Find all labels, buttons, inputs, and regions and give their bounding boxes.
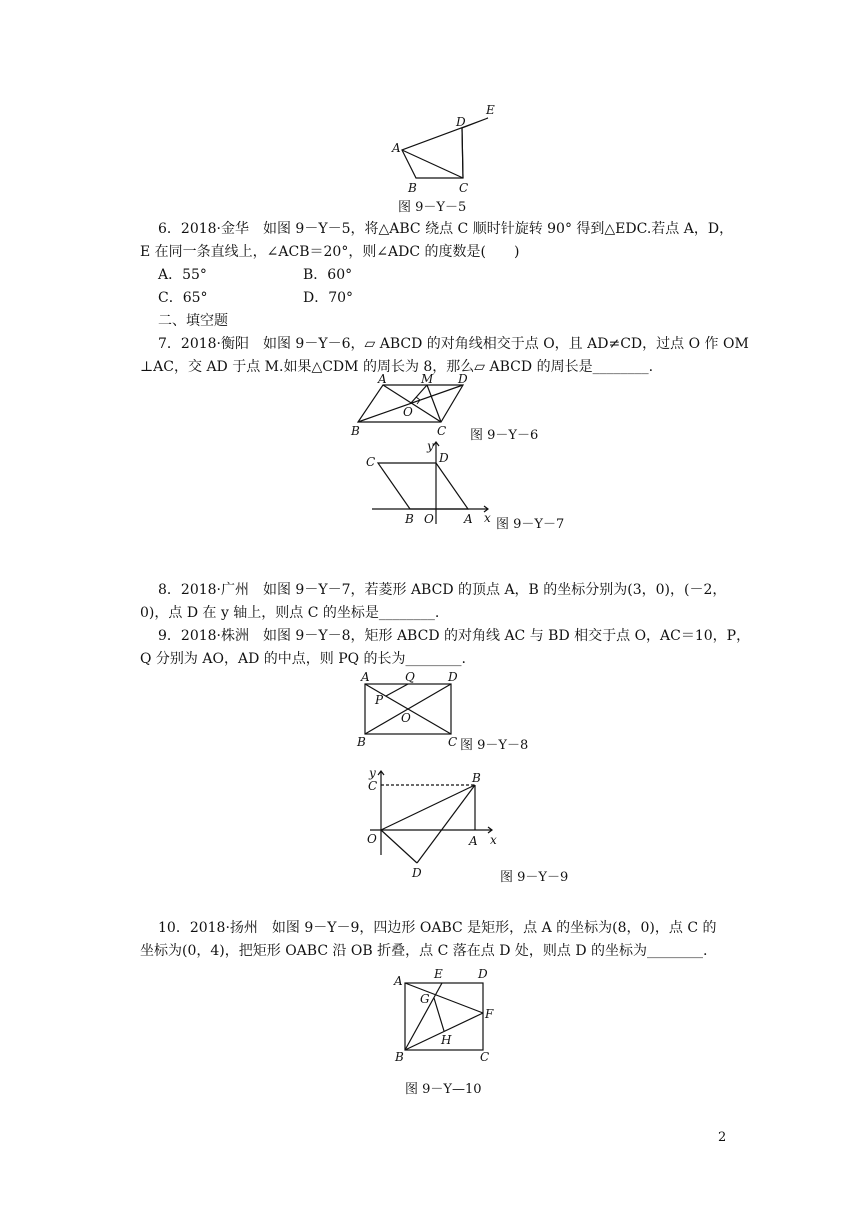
fig9-label-x: x (490, 833, 497, 847)
q9-line1: 9．2018·株洲 如图 9－Y－8，矩形 ABCD 的对角线 AC 与 BD 相交于点 O，AC＝10，P， (158, 628, 751, 644)
q6-option-a: A．55° (158, 267, 207, 283)
fig8-line-PQ (386, 684, 408, 696)
fig5-shape (402, 118, 488, 178)
figure-9-y-8-caption: 图 9－Y－8 (460, 738, 529, 753)
fig6-label-A: A (378, 372, 387, 386)
figure-9-y-6 (345, 372, 470, 437)
fig10-label-F: F (485, 1007, 494, 1021)
section-heading-fill-in: 二、填空题 (158, 313, 228, 329)
fig9-label-D: D (412, 866, 422, 880)
q7-line2: ⊥AC，交 AD 于点 M.如果△CDM 的周长为 8，那么▱ ABCD 的周长是________. (140, 359, 654, 375)
q6-option-b: B．60° (303, 267, 353, 283)
fig9-label-A: A (469, 834, 478, 848)
fig6-label-C: C (437, 424, 447, 438)
page-number: 2 (718, 1130, 727, 1145)
figure-9-y-9-caption: 图 9－Y－9 (500, 870, 569, 885)
fig8-label-P: P (375, 693, 384, 707)
q10-line1: 10．2018·扬州 如图 9－Y－9，四边形 OABC 是矩形，点 A 的坐标为(8，0)，点 C 的 (158, 920, 717, 936)
fig7-label-D: D (439, 451, 449, 465)
q7-line1: 7．2018·衡阳 如图 9－Y－6，▱ ABCD 的对角线相交于点 O，且 AD≠CD，过点 O 作 OM (158, 336, 749, 352)
fig7-label-y: y (427, 439, 434, 453)
fig9-label-B: B (472, 771, 481, 785)
figure-9-y-6-caption: 图 9－Y－6 (470, 428, 539, 443)
fig10-label-E: E (434, 967, 443, 981)
fig10-line-GH (434, 998, 444, 1031)
fig8-label-B: B (357, 735, 366, 749)
fig5-label-B: B (408, 181, 417, 195)
fig10-label-A: A (394, 974, 403, 988)
fig6-line-MC (427, 385, 441, 422)
fig6-label-B: B (351, 424, 360, 438)
fig10-label-D: D (478, 967, 488, 981)
figure-9-y-8 (355, 670, 465, 750)
fig8-label-D: D (448, 670, 458, 684)
q9-line2: Q 分别为 AO，AD 的中点，则 PQ 的长为________. (140, 651, 466, 667)
fig6-label-M: M (421, 372, 434, 386)
fig10-label-G: G (420, 992, 430, 1006)
fig9-line-OD (381, 830, 417, 863)
fig7-label-x: x (484, 511, 491, 525)
q6-option-c: C．65° (158, 290, 208, 306)
fig10-label-H: H (441, 1033, 452, 1047)
q8-line2: 0)，点 D 在 y 轴上，则点 C 的坐标是________. (140, 605, 440, 621)
figure-9-y-5 (390, 100, 510, 195)
fig9-label-C: C (368, 779, 378, 793)
fig8-label-O: O (401, 711, 411, 725)
fig5-label-A: A (392, 141, 401, 155)
figure-9-y-10 (390, 965, 500, 1065)
fig5-label-D: D (456, 115, 466, 129)
fig8-label-C: C (448, 735, 458, 749)
fig10-line-AF (405, 983, 483, 1013)
fig9-label-O: O (367, 832, 377, 846)
fig7-label-O: O (424, 512, 434, 526)
fig6-label-D: D (458, 372, 468, 386)
figure-9-y-5-caption: 图 9－Y－5 (398, 200, 467, 215)
fig7-label-B: B (405, 512, 414, 526)
figure-9-y-7 (360, 436, 500, 531)
fig5-label-C: C (459, 181, 469, 195)
fig7-label-C: C (366, 455, 376, 469)
fig7-rhombus (378, 463, 468, 509)
fig5-line-AC (402, 150, 463, 178)
q6-option-d: D．70° (303, 290, 354, 306)
q6-line1: 6．2018·金华 如图 9－Y－5，将△ABC 绕点 C 顺时针旋转 90° 得到△EDC.若点 A，D， (158, 221, 734, 237)
fig9-line-OB (381, 785, 475, 830)
figure-9-y-10-caption: 图 9－Y—10 (405, 1082, 482, 1097)
fig8-label-Q: Q (405, 670, 415, 684)
fig7-label-A: A (464, 512, 473, 526)
fig8-label-A: A (361, 670, 370, 684)
fig10-label-C: C (480, 1050, 490, 1064)
q6-line2: E 在同一条直线上，∠ACB＝20°，则∠ADC 的度数是( ) (140, 244, 520, 260)
fig5-label-E: E (486, 103, 495, 117)
q8-line1: 8．2018·广州 如图 9－Y－7，若菱形 ABCD 的顶点 A，B 的坐标分别为(3，0)，(－2， (158, 582, 727, 598)
fig6-label-O: O (403, 405, 413, 419)
q10-line2: 坐标为(0，4)，把矩形 OABC 沿 OB 折叠，点 C 落在点 D 处，则点 D 的坐标为________. (140, 943, 708, 959)
fig5-line-DC (462, 128, 463, 178)
figure-9-y-7-caption: 图 9－Y－7 (496, 517, 565, 532)
fig9-label-y: y (369, 766, 376, 780)
fig9-line-DB (417, 785, 475, 863)
figure-9-y-9 (362, 765, 512, 880)
fig10-label-B: B (395, 1050, 404, 1064)
